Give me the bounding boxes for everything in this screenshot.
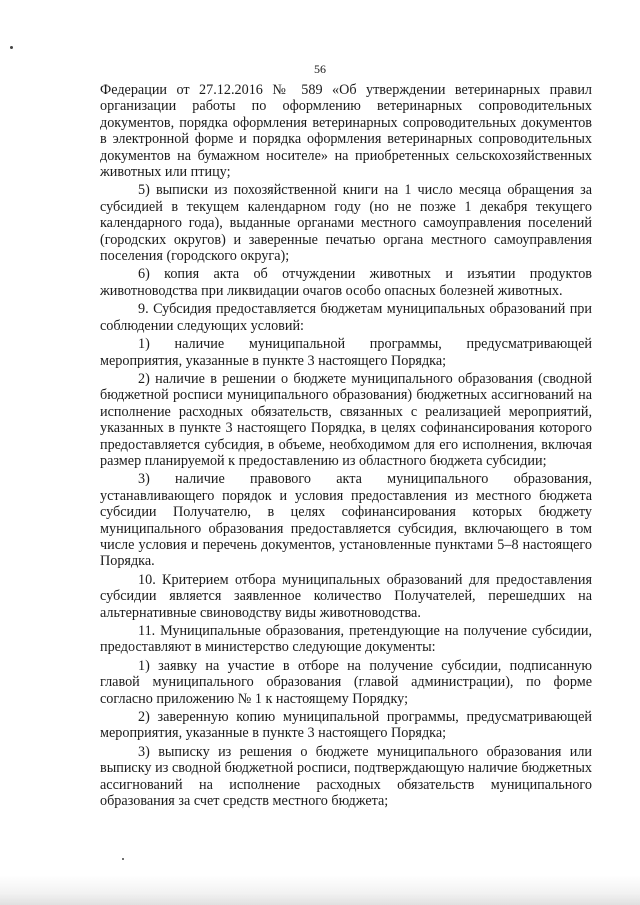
paragraph-item-6: 6) копия акта об отчуждении животных и изъятии продуктов животноводства при ликвидации очагов особо опасных болезней животных. <box>100 266 592 299</box>
paragraph-item-5: 5) выписки из похозяйственной книги на 1 число месяца обращения за субсидией в текущем календарном году (но не позже 1 декабря текущего календарного года), выданные органами местного самоуправления поселений (городских округов) и заверенные печатью органа местного самоуправления поселения (городского округа); <box>100 182 592 265</box>
paragraph-section-11: 11. Муниципальные образования, претендующие на получение субсидии, предоставляют в министерство следующие документы: <box>100 623 592 656</box>
paragraph-condition-3: 3) наличие правового акта муниципального образования, устанавливающего порядок и условия предоставления из местного бюджета субсидии Получателю, в целях софинансирования которых бюджету муниципального образования предоставляется субсидия, включающего в том числе условия и перечень документов, установленные пунктами 5–8 настоящего Порядка. <box>100 471 592 570</box>
paragraph-document-3: 3) выписку из решения о бюджете муниципального образования или выписку из сводной бюджетной росписи, подтверждающую наличие бюджетных ассигнований на исполнение расходных обязательств муниципального образования за счет средств местного бюджета; <box>100 743 592 810</box>
paragraph-section-9: 9. Субсидия предоставляется бюджетам муниципальных образований при соблюдении следующих условий: <box>100 301 592 334</box>
paragraph-section-10: 10. Критерием отбора муниципальных образований для предоставления субсидии является заявленное количество Получателей, перешедших на альтернативные свиноводству виды животноводства. <box>100 571 592 621</box>
paragraph-document-2: 2) заверенную копию муниципальной программы, предусматривающей мероприятия, указанные в пункте 3 настоящего Порядка; <box>100 709 592 742</box>
scan-edge-shadow <box>0 875 640 905</box>
paragraph-condition-2: 2) наличие в решении о бюджете муниципального образования (сводной бюджетной росписи муниципального образования) бюджетных ассигнований на исполнение расходных обязательств, связанных с реализацией мероприятий, указанных в пункте 3 настоящего Порядка, в целях софинансирования которого предоставляется субсидия, в объеме, необходимом для его исполнения, включая размер планируемой к предоставлению из областного бюджета субсидии; <box>100 370 592 469</box>
scan-speck <box>10 46 13 49</box>
paragraph-document-1: 1) заявку на участие в отборе на получение субсидии, подписанную главой муниципального образования (главой администрации), по форме согласно приложению № 1 к настоящему Порядку; <box>100 657 592 707</box>
page-number: 56 <box>314 62 326 76</box>
scan-speck <box>122 858 124 860</box>
document-body <box>100 82 592 811</box>
paragraph-condition-1: 1) наличие муниципальной программы, предусматривающей мероприятия, указанные в пункте 3 настоящего Порядка; <box>100 336 592 369</box>
paragraph-continuation: Федерации от 27.12.2016 № 589 «Об утверждении ветеринарных правил организации работы по оформлению ветеринарных сопроводительных документов, порядка оформления ветеринарных сопроводительных документов в электронной форме и порядка оформления ветеринарных сопроводительных документов на бумажном носителе» на приобретенных сельскохозяйственных животных или птицу; <box>100 82 592 181</box>
